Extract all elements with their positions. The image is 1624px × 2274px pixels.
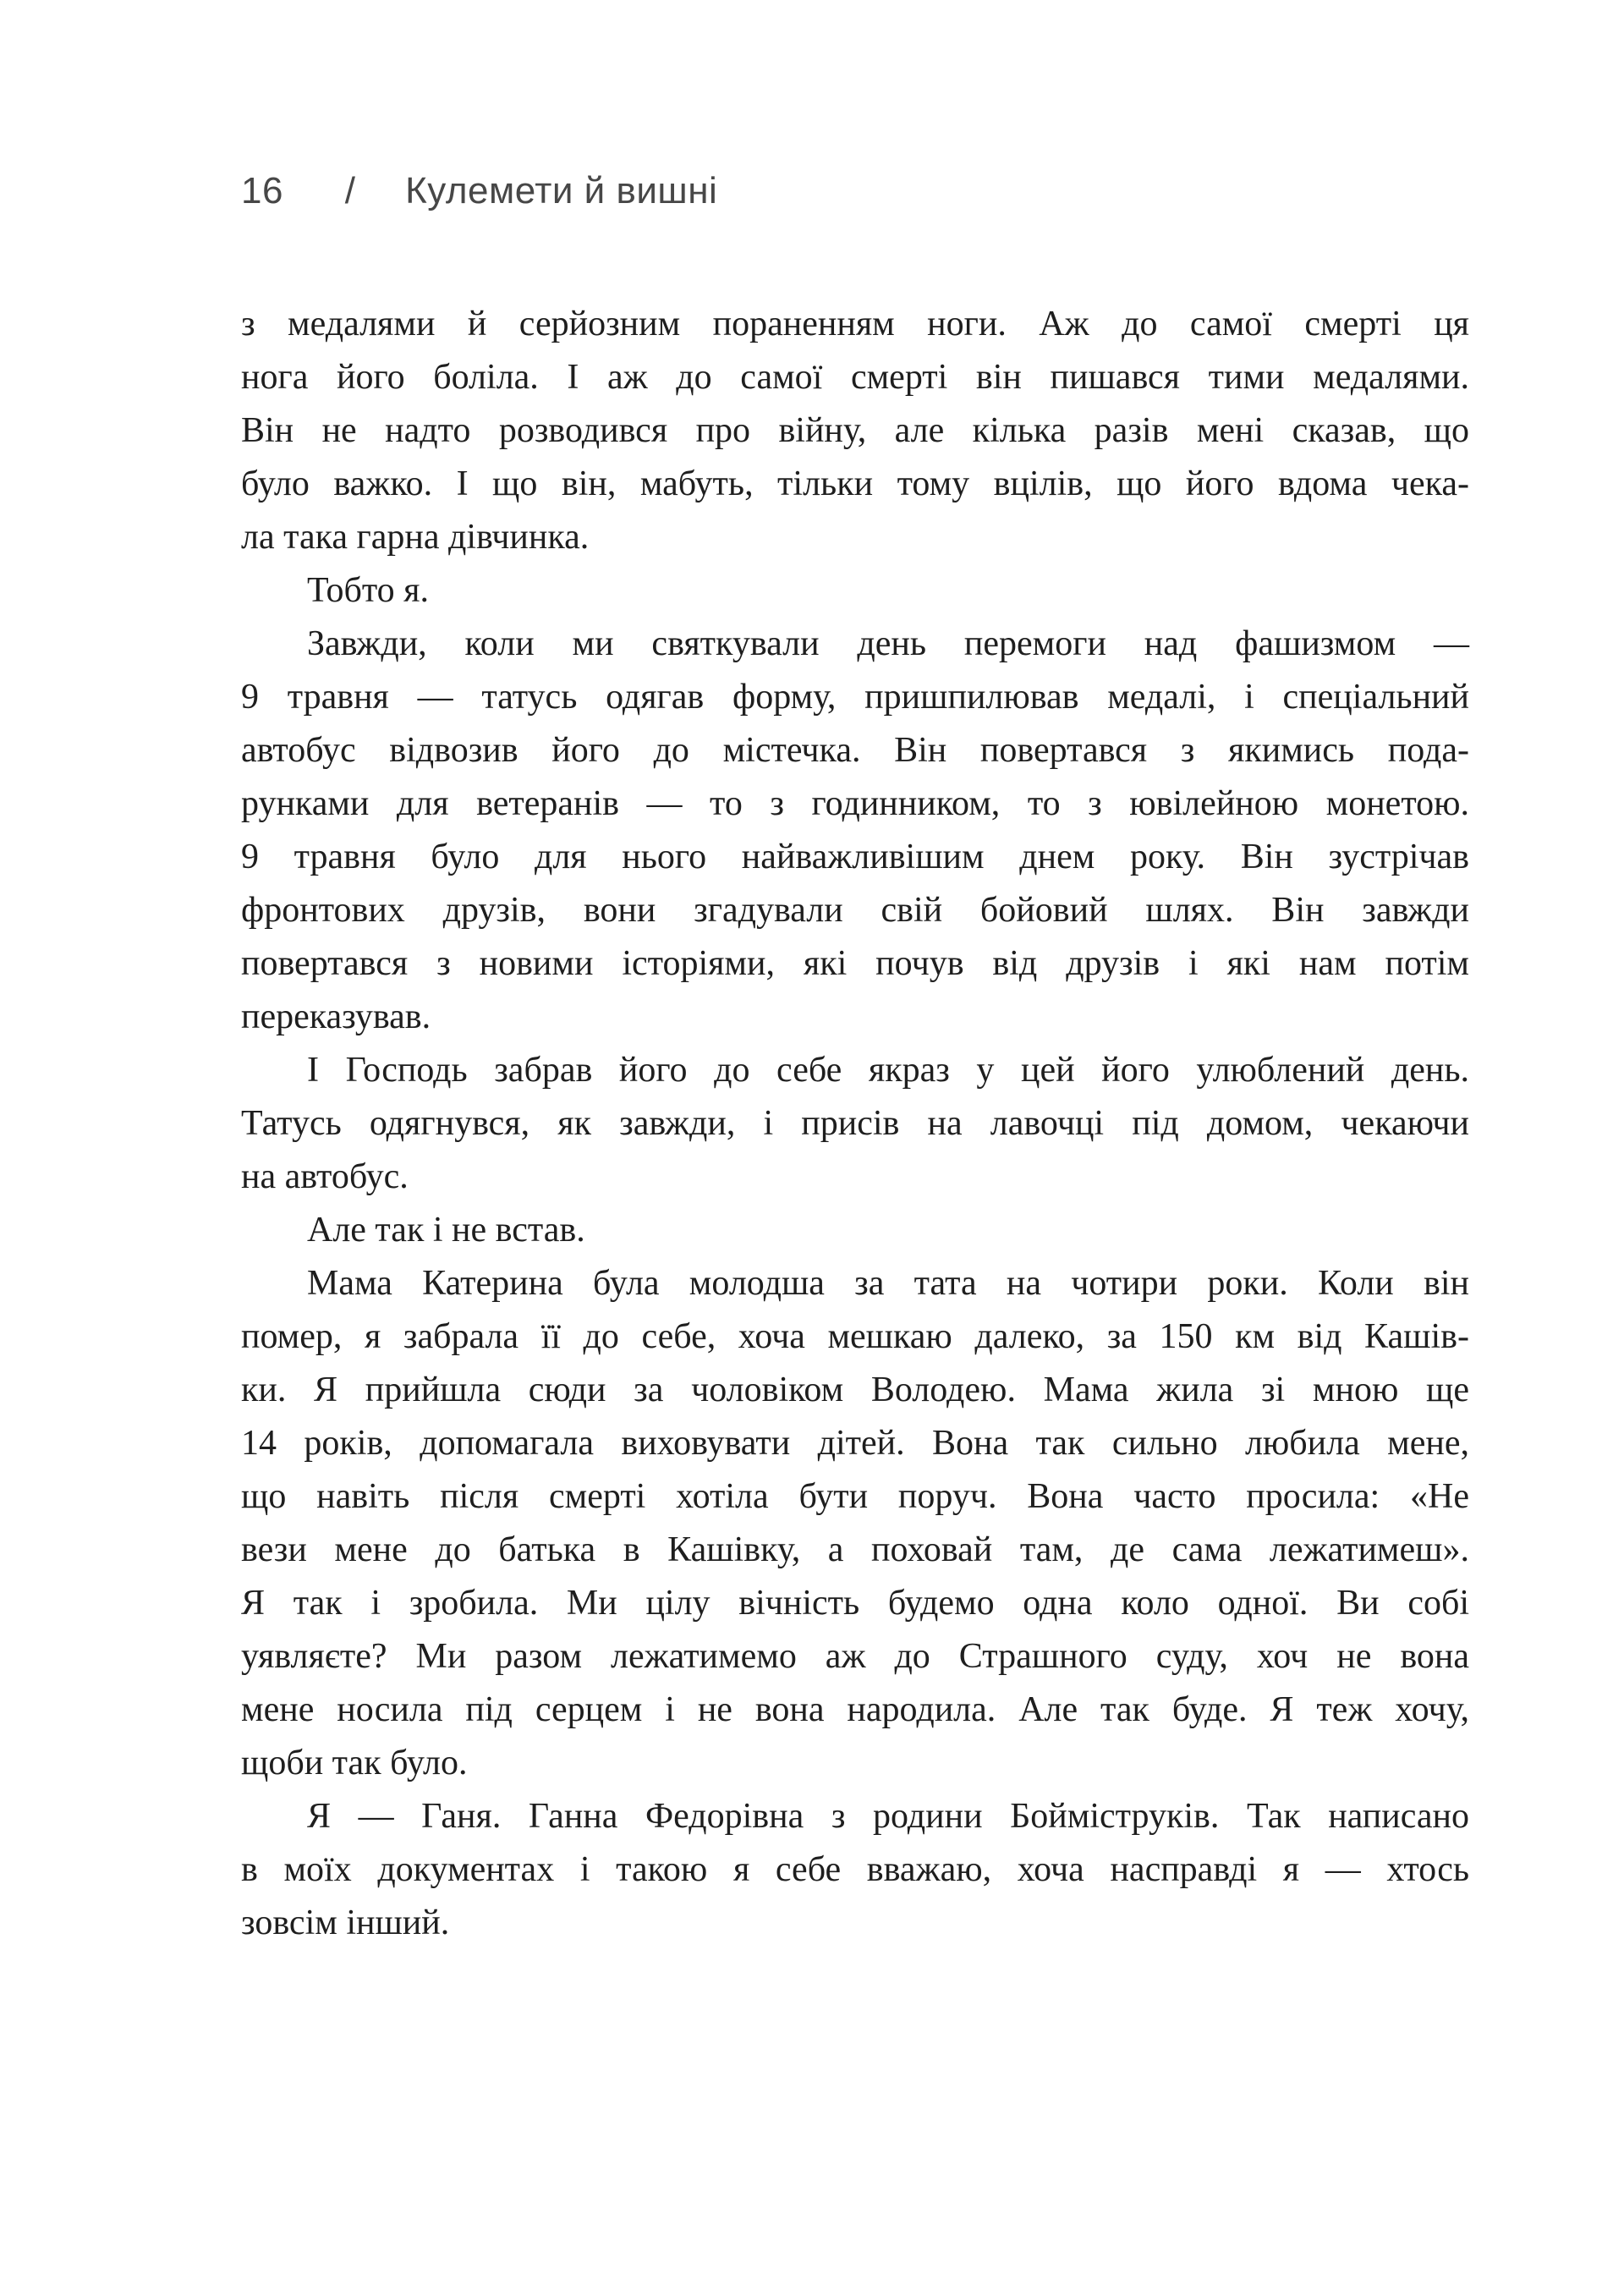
text-line: Але так і не встав.	[307, 1211, 585, 1250]
text-line: 9 травня — татусь одягав форму, пришпилював медалі, і спеціальний	[241, 678, 1469, 717]
text-line: щоби так було.	[241, 1744, 468, 1782]
text-line: уявляєте? Ми разом лежатимемо аж до Страшного суду, хоч не вона	[241, 1637, 1469, 1676]
text-line: 14 років, допомагала виховувати дітей. Вона так сильно любила мене,	[241, 1424, 1469, 1463]
text-line: рунками для ветеранів — то з годинником, то з ювілейною монетою.	[241, 784, 1469, 823]
text-line: Тобто я.	[307, 571, 429, 610]
text-line: Я так і зробила. Ми цілу вічність будемо одна коло одної. Ви собі	[241, 1584, 1469, 1623]
text-line: мене носила під серцем і не вона народила. Але так буде. Я теж хочу,	[241, 1690, 1469, 1729]
text-line: на автобус.	[241, 1157, 409, 1196]
text-line: Завжди, коли ми святкували день перемоги над фашизмом —	[307, 624, 1469, 663]
text-line: автобус відвозив його до містечка. Він повертався з якимись пода-	[241, 731, 1469, 770]
text-line: Татусь одягнувся, як завжди, і присів на лавочці під домом, чекаючи	[241, 1104, 1469, 1143]
page-number: 16	[241, 170, 283, 211]
text-line: зовсім інший.	[241, 1903, 450, 1942]
text-line: переказував.	[241, 997, 431, 1036]
book-title: Кулемети й вишні	[405, 170, 718, 211]
text-line: ки. Я прийшла сюди за чоловіком Володею. Мама жила зі мною ще	[241, 1370, 1469, 1409]
page-text	[241, 298, 1469, 1950]
text-line: фронтових друзів, вони згадували свій бойовий шлях. Він завжди	[241, 891, 1469, 930]
text-line: в моїх документах і такою я себе вважаю, хоча насправді я — хтось	[241, 1850, 1469, 1889]
text-line: 9 травня було для нього найважливішим днем року. Він зустрічав	[241, 838, 1469, 876]
text-line: Я — Ганя. Ганна Федорівна з родини Бойміструків. Так написано	[307, 1797, 1469, 1836]
text-line: з медалями й серйозним пораненням ноги. Аж до самої смерті ця	[241, 305, 1469, 343]
text-line: Він не надто розводився про війну, але кілька разів мені сказав, що	[241, 411, 1469, 450]
header-separator: /	[344, 170, 356, 211]
running-header	[241, 170, 718, 211]
text-line: нога його боліла. І аж до самої смерті він пишався тими медалями.	[241, 358, 1469, 397]
text-line: було важко. І що він, мабуть, тільки тому вцілів, що його вдома чека-	[241, 464, 1469, 503]
text-line: Мама Катерина була молодша за тата на чотири роки. Коли він	[307, 1264, 1469, 1303]
text-line: І Господь забрав його до себе якраз у цей його улюблений день.	[307, 1051, 1469, 1090]
text-line: що навіть після смерті хотіла бути поруч. Вона часто просила: «Не	[241, 1477, 1469, 1516]
text-line: ла така гарна дівчинка.	[241, 518, 590, 557]
text-line: повертався з новими історіями, які почув від друзів і які нам потім	[241, 944, 1469, 983]
text-line: вези мене до батька в Кашівку, а поховай там, де сама лежатимеш».	[241, 1530, 1469, 1569]
text-line: помер, я забрала її до себе, хоча мешкаю далеко, за 150 км від Кашів-	[241, 1317, 1469, 1356]
